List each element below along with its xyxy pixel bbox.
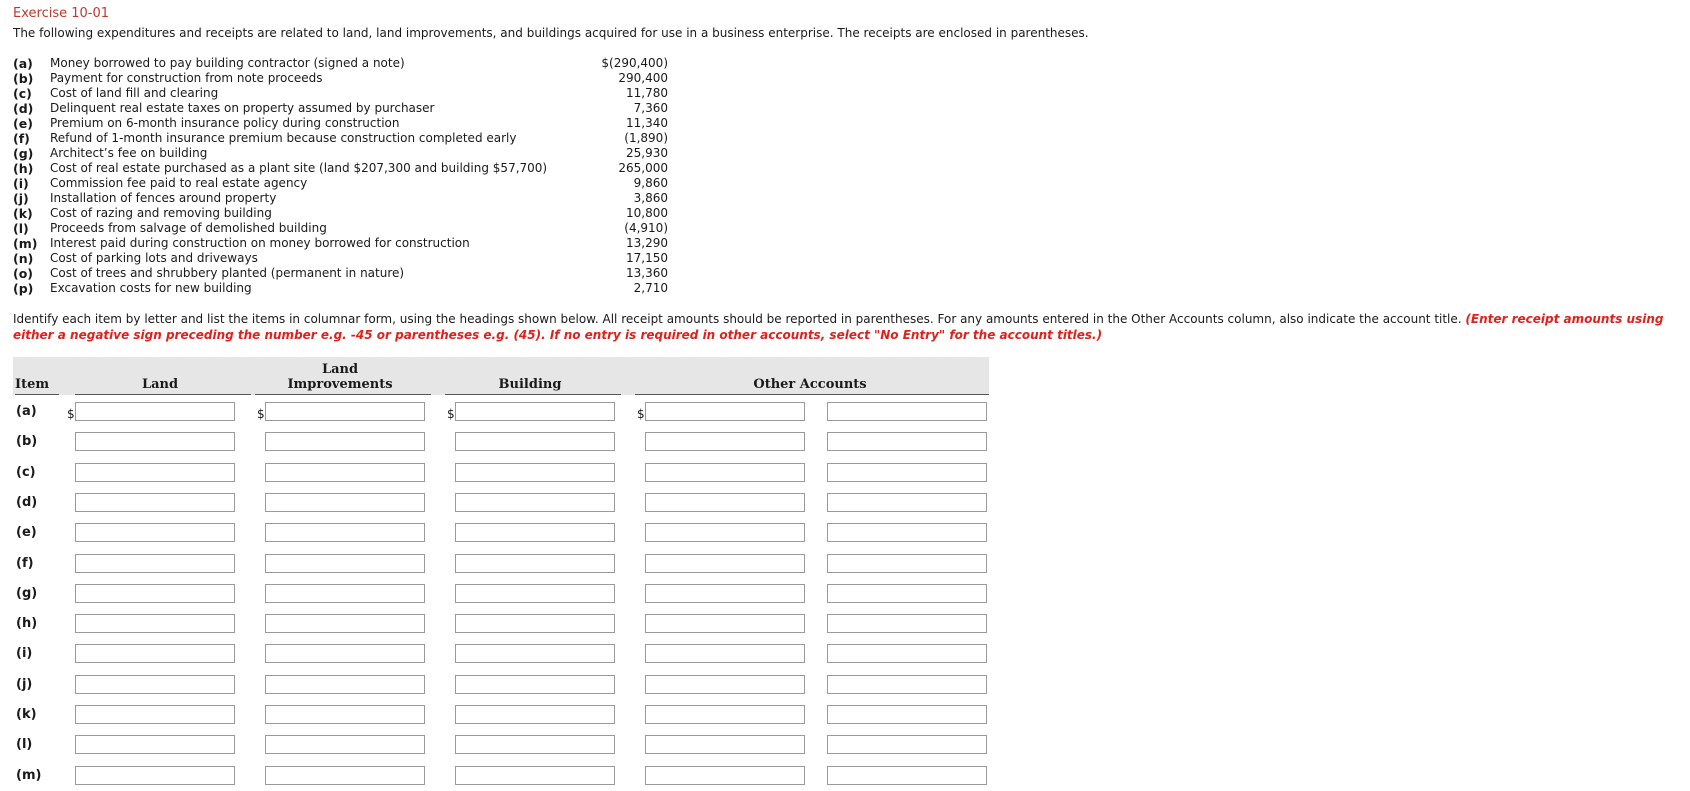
land-input[interactable] (75, 766, 235, 785)
building-input[interactable] (455, 614, 615, 633)
other-accounts-amount-input[interactable] (645, 493, 805, 512)
expenditure-item (13, 251, 668, 266)
land-improvements-input[interactable] (265, 614, 425, 633)
land-improvements-input[interactable] (265, 675, 425, 694)
item-letter: (k) (13, 206, 33, 221)
item-description: Architect’s fee on building (50, 146, 208, 160)
building-input[interactable] (455, 675, 615, 694)
item-letter: (m) (13, 236, 38, 251)
row-label: (b) (16, 434, 38, 450)
item-amount: 7,360 (633, 101, 668, 115)
item-letter: (h) (13, 161, 34, 176)
land-improvements-input[interactable] (265, 705, 425, 724)
item-letter: (c) (13, 86, 32, 101)
building-input[interactable] (455, 735, 615, 754)
expenditure-item (13, 191, 668, 206)
item-letter: (l) (13, 221, 29, 236)
land-input[interactable] (75, 554, 235, 573)
item-amount: 25,930 (626, 146, 668, 160)
other-accounts-amount-input[interactable] (645, 432, 805, 451)
other-accounts-amount-input[interactable] (645, 584, 805, 603)
item-amount: $(290,400) (601, 56, 668, 70)
row-label: (m) (16, 767, 42, 783)
building-input[interactable] (455, 402, 615, 421)
land-improvements-input[interactable] (265, 554, 425, 573)
expenditure-item (13, 161, 668, 176)
other-accounts-title-input[interactable] (827, 584, 987, 603)
currency-symbol: $ (257, 407, 265, 421)
building-input[interactable] (455, 584, 615, 603)
expenditure-item (13, 236, 668, 251)
land-input[interactable] (75, 523, 235, 542)
item-amount: 10,800 (626, 206, 668, 220)
item-description: Payment for construction from note proceeds (50, 71, 323, 85)
land-input[interactable] (75, 493, 235, 512)
item-letter: (f) (13, 131, 30, 146)
header-rule-item (15, 394, 59, 395)
land-input[interactable] (75, 735, 235, 754)
item-description: Cost of trees and shrubbery planted (permanent in nature) (50, 266, 405, 280)
expenditure-item (13, 131, 668, 146)
expenditure-item (13, 101, 668, 116)
expenditure-item (13, 146, 668, 161)
building-input[interactable] (455, 705, 615, 724)
other-accounts-title-input[interactable] (827, 402, 987, 421)
other-accounts-amount-input[interactable] (645, 735, 805, 754)
row-label: (d) (16, 494, 38, 510)
building-input[interactable] (455, 463, 615, 482)
other-accounts-title-input[interactable] (827, 614, 987, 633)
header-item: Item (15, 377, 50, 392)
land-input[interactable] (75, 644, 235, 663)
row-label: (k) (16, 707, 37, 722)
item-amount: (4,910) (624, 221, 668, 235)
item-description: Cost of real estate purchased as a plant site (land $207,300 and building $57,700) (50, 161, 548, 175)
land-improvements-input[interactable] (265, 766, 425, 785)
item-description: Premium on 6-month insurance policy during construction (50, 116, 400, 130)
answer-table-header (13, 357, 989, 395)
land-input[interactable] (75, 675, 235, 694)
item-description: Cost of land fill and clearing (50, 86, 219, 100)
item-amount: 13,290 (626, 236, 668, 250)
land-input[interactable] (75, 614, 235, 633)
row-label: (c) (16, 464, 36, 480)
building-input[interactable] (455, 766, 615, 785)
item-description: Commission fee paid to real estate agency (50, 176, 308, 190)
land-input[interactable] (75, 705, 235, 724)
row-label: (j) (16, 676, 33, 692)
item-letter: (p) (13, 281, 34, 296)
other-accounts-title-input[interactable] (827, 644, 987, 663)
item-letter: (o) (13, 266, 34, 281)
item-amount: 17,150 (626, 251, 668, 265)
header-other-accounts: Other Accounts (753, 377, 867, 392)
header-rule-land (75, 394, 251, 395)
item-description: Proceeds from salvage of demolished building (50, 221, 327, 235)
other-accounts-amount-input[interactable] (645, 554, 805, 573)
item-amount: 9,860 (633, 176, 668, 190)
other-accounts-title-input[interactable] (827, 735, 987, 754)
item-amount: 265,000 (618, 161, 668, 175)
instructions (13, 311, 1683, 343)
land-improvements-input[interactable] (265, 493, 425, 512)
other-accounts-title-input[interactable] (827, 554, 987, 573)
other-accounts-amount-input[interactable] (645, 644, 805, 663)
item-amount: 13,360 (626, 266, 668, 280)
building-input[interactable] (455, 493, 615, 512)
item-amount: 11,340 (626, 116, 668, 130)
item-description: Refund of 1-month insurance premium because construction completed early (50, 131, 517, 145)
row-label: (l) (16, 737, 33, 753)
other-accounts-title-input[interactable] (827, 493, 987, 512)
item-letter: (g) (13, 146, 34, 161)
item-amount: 2,710 (633, 281, 668, 295)
header-rule-land-improvements (255, 394, 431, 395)
row-label: (e) (16, 525, 37, 541)
expenditure-item (13, 116, 668, 131)
item-description: Interest paid during construction on money borrowed for construction (50, 236, 470, 250)
expenditure-item (13, 266, 668, 281)
other-accounts-amount-input[interactable] (645, 523, 805, 542)
land-improvements-input[interactable] (265, 402, 425, 421)
other-accounts-title-input[interactable] (827, 705, 987, 724)
expenditure-item (13, 176, 668, 191)
item-description: Money borrowed to pay building contractor (signed a note) (50, 56, 405, 70)
land-improvements-input[interactable] (265, 432, 425, 451)
other-accounts-amount-input[interactable] (645, 675, 805, 694)
land-improvements-input[interactable] (265, 463, 425, 482)
item-letter: (a) (13, 56, 33, 71)
building-input[interactable] (455, 432, 615, 451)
building-input[interactable] (455, 644, 615, 663)
row-label: (h) (16, 616, 38, 632)
item-letter: (j) (13, 191, 29, 206)
expenditure-item (13, 86, 668, 101)
other-accounts-title-input[interactable] (827, 523, 987, 542)
land-input[interactable] (75, 463, 235, 482)
row-label: (i) (16, 646, 33, 662)
other-accounts-amount-input[interactable] (645, 766, 805, 785)
currency-symbol: $ (67, 407, 75, 421)
other-accounts-amount-input[interactable] (645, 705, 805, 724)
header-building: Building (498, 377, 562, 392)
currency-symbol: $ (637, 407, 645, 421)
item-letter: (d) (13, 101, 34, 116)
other-accounts-title-input[interactable] (827, 463, 987, 482)
land-input[interactable] (75, 584, 235, 603)
item-description: Cost of razing and removing building (50, 206, 272, 220)
land-improvements-input[interactable] (265, 523, 425, 542)
item-description: Excavation costs for new building (50, 281, 252, 295)
land-input[interactable] (75, 402, 235, 421)
other-accounts-amount-input[interactable] (645, 402, 805, 421)
item-description: Cost of parking lots and driveways (50, 251, 258, 265)
land-improvements-input[interactable] (265, 644, 425, 663)
other-accounts-amount-input[interactable] (645, 463, 805, 482)
expenditure-list (13, 56, 668, 296)
item-description: Installation of fences around property (50, 191, 277, 205)
header-rule-other-accounts (635, 394, 989, 395)
header-rule-building (445, 394, 621, 395)
instructions-text: Identify each item by letter and list the items in columnar form, using the headings shown below. All receipt amounts should be reported in parentheses. For any amounts entered in the Other Accounts column, also indicate the account title. (13, 312, 1462, 326)
building-input[interactable] (455, 554, 615, 573)
item-letter: (b) (13, 71, 34, 86)
item-amount: (1,890) (624, 131, 668, 145)
other-accounts-title-input[interactable] (827, 432, 987, 451)
other-accounts-amount-input[interactable] (645, 614, 805, 633)
expenditure-item (13, 206, 668, 221)
currency-symbol: $ (447, 407, 455, 421)
header-land-improvements: Land Improvements (287, 362, 393, 392)
other-accounts-title-input[interactable] (827, 766, 987, 785)
item-letter: (e) (13, 116, 33, 131)
other-accounts-title-input[interactable] (827, 675, 987, 694)
building-input[interactable] (455, 523, 615, 542)
item-description: Delinquent real estate taxes on property assumed by purchaser (50, 101, 435, 115)
expenditure-item (13, 71, 668, 86)
land-improvements-input[interactable] (265, 735, 425, 754)
header-land: Land (141, 377, 179, 392)
item-amount: 290,400 (618, 71, 668, 85)
instructions-note: (Enter receipt amounts using either a negative sign preceding the number e.g. -45 or parentheses e.g. (45). If no entry is required in other accounts, select "No Entry" for the account titles.) (13, 312, 1664, 342)
intro-text: The following expenditures and receipts are related to land, land improvements, and buildings acquired for use in a business enterprise. The receipts are enclosed in parentheses. (13, 26, 1089, 40)
row-label: (f) (16, 555, 34, 571)
item-letter: (n) (13, 251, 34, 266)
exercise-title: Exercise 10-01 (13, 6, 110, 21)
item-amount: 3,860 (633, 191, 668, 205)
land-improvements-input[interactable] (265, 584, 425, 603)
item-letter: (i) (13, 176, 29, 191)
expenditure-item (13, 221, 668, 236)
land-input[interactable] (75, 432, 235, 451)
row-label: (a) (16, 404, 37, 419)
row-label: (g) (16, 585, 38, 601)
expenditure-item (13, 281, 668, 296)
expenditure-item (13, 56, 668, 71)
item-amount: 11,780 (626, 86, 668, 100)
